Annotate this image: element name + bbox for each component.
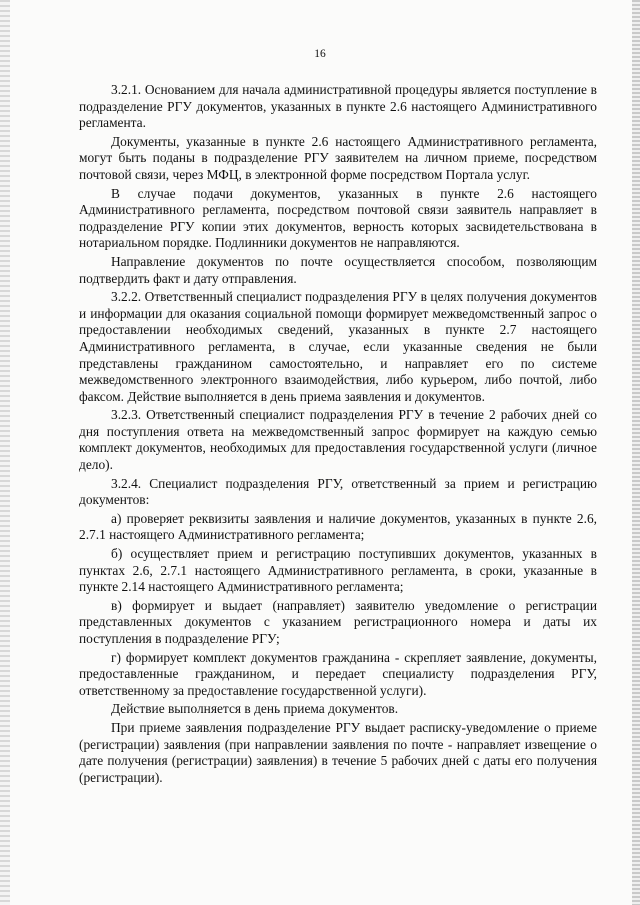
document-body — [79, 82, 597, 788]
list-item-b: б) осуществляет прием и регистрацию поступивших документов, указанных в пунктах 2.6, 2.7.1 настоящего Административного регламента, в сроки, указанные в пункте 2.14 настоящего Административного регламента; — [79, 546, 597, 595]
scan-edge-right — [632, 0, 640, 905]
list-item-v: в) формирует и выдает (направляет) заявителю уведомление о регистрации представленных документов с указанием регистрационного номера и даты их поступления в подразделение РГУ; — [79, 597, 597, 646]
paragraph-submission-methods: Документы, указанные в пункте 2.6 настоящего Административного регламента, могут быть поданы в подразделение РГУ заявителем на личном приеме, посредством почтовой связи, через МФЦ, в электронной форме посредством Портала услуг. — [79, 133, 597, 182]
paragraph-3-2-4: 3.2.4. Специалист подразделения РГУ, ответственный за прием и регистрацию документов: — [79, 475, 597, 508]
paragraph-postal-copies: В случае подачи документов, указанных в пункте 2.6 настоящего Административного регламента, посредством почтовой связи заявитель направляет в подразделение РГУ копии этих документов, верность которых засвидетельствована в нотариальном порядке. Подлинники документов не направляются. — [79, 185, 597, 251]
paragraph-3-2-2: 3.2.2. Ответственный специалист подразделения РГУ в целях получения документов и информации для оказания социальной помощи формирует межведомственный запрос о предоставлении необходимых сведений, указанных в пункте 2.7 настоящего Административного регламента, в случае, если указанные сведения не были представлены гражданином самостоятельно, и направляет его по системе межведомственного электронного взаимодействия, либо курьером, либо почтой, либо факсом. Действие выполняется в день приема заявления и документов. — [79, 289, 597, 404]
list-item-g: г) формирует комплект документов гражданина - скрепляет заявление, документы, предоставленные гражданином, и передает специалисту подразделения РГУ, ответственному за предоставление государственной услуги). — [79, 649, 597, 698]
paragraph-3-2-1: 3.2.1. Основанием для начала административной процедуры является поступление в подразделение РГУ документов, указанных в пункте 2.6 настоящего Административного регламента. — [79, 82, 597, 131]
paragraph-3-2-3: 3.2.3. Ответственный специалист подразделения РГУ в течение 2 рабочих дней со дня поступления ответа на межведомственный запрос формирует на каждую семью комплект документов, необходимых для предоставления государственной услуги (личное дело). — [79, 407, 597, 473]
paragraph-action-day: Действие выполняется в день приема документов. — [111, 701, 399, 717]
paragraph-postal-method: Направление документов по почте осуществляется способом, позволяющим подтвердить факт и дату отправления. — [79, 253, 597, 286]
scan-edge-left — [0, 0, 10, 905]
paragraph-receipt-notice: При приеме заявления подразделение РГУ выдает расписку-уведомление о приеме (регистрации) заявления (при направлении заявления по почте - направляет извещение о дате получения (регистрации) заявления) в течение 5 рабочих дней с даты его получения (регистрации). — [79, 719, 597, 785]
list-item-a: а) проверяет реквизиты заявления и наличие документов, указанных в пункте 2.6, 2.7.1 настоящего Административного регламента; — [79, 510, 597, 543]
page-number: 16 — [314, 48, 326, 60]
